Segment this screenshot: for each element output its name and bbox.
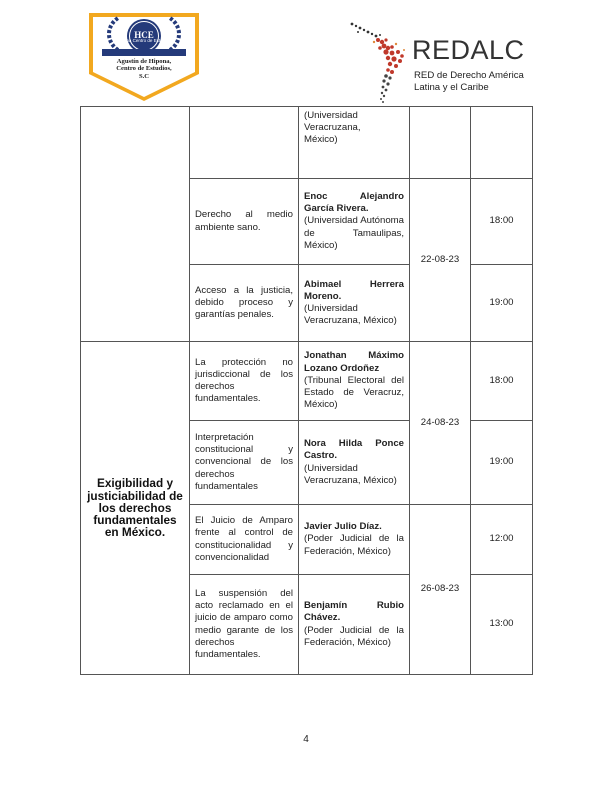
topic-cell: El Juicio de Amparo frente al control de constitucionalidad y convencionalidad	[190, 505, 299, 575]
schedule-table	[80, 106, 533, 675]
table-row	[81, 107, 533, 179]
speaker-name: Enoc Alejandro García Rivera.	[304, 190, 404, 215]
speaker-cell	[299, 179, 410, 265]
time-cell: 12:00	[471, 505, 533, 575]
time-cell: 19:00	[471, 265, 533, 342]
speaker-name: Javier Julio Díaz.	[304, 521, 382, 533]
section-title: Exigibilidad y justiciabilidad de los derechos fundamentales en México.	[81, 342, 190, 675]
topic-cell: Derecho al medio ambiente sano.	[190, 179, 299, 265]
speaker-name: Benjamín Rubio Chávez.	[304, 600, 404, 624]
topic-cell: Acceso a la justicia, debido proceso y garantías penales.	[190, 265, 299, 342]
section-cell-empty	[81, 107, 190, 342]
redalc-title: REDALC	[412, 35, 525, 65]
page-number: 4	[303, 734, 309, 745]
time-cell: 19:00	[471, 421, 533, 505]
speaker-affiliation: (Universidad Veracruzana, México)	[304, 303, 397, 327]
speaker-name: Abimael Herrera Moreno.	[304, 278, 404, 302]
speaker-affiliation: (Poder Judicial de la Federación, México)	[304, 624, 404, 648]
speaker-cell	[299, 265, 410, 342]
topic-cell: Interpretación constitucional y convencional de los derechos fundamentales	[190, 421, 299, 505]
date-cell: 22-08-23	[410, 179, 471, 342]
time-cell: 18:00	[471, 179, 533, 265]
topic-cell: La suspensión del acto reclamado en el juicio de amparo como medio garante de los derechos fundamentales.	[190, 575, 299, 675]
speaker-cell: (Universidad Veracruzana, México)	[299, 107, 410, 179]
topic-cell	[190, 107, 299, 179]
hce-logo-text: Agustín de Hipona, Centro de Estudios, S.C	[116, 58, 172, 80]
speaker-cell	[299, 421, 410, 505]
speaker-affiliation: (Universidad Autónoma de Tamaulipas, México)	[304, 215, 404, 251]
speaker-name: Nora Hilda Ponce Castro.	[304, 438, 404, 462]
redalc-subtitle: RED de Derecho América Latina y el Caribe	[414, 70, 524, 93]
redalc-map-icon	[344, 20, 414, 106]
date-cell: 26-08-23	[410, 505, 471, 675]
hce-banner-text: Hipona Centro de Estudios	[117, 38, 171, 43]
speaker-name: Jonathan Máximo Lozano Ordoñez	[304, 350, 404, 374]
speaker-cell	[299, 342, 410, 421]
hce-badge-text: HCE	[134, 30, 154, 40]
table-row	[81, 342, 533, 421]
topic-cell: La protección no jurisdiccional de los derechos fundamentales.	[190, 342, 299, 421]
speaker-affiliation: (Tribunal Electoral del Estado de Veracruz, México)	[304, 374, 404, 411]
date-cell: 24-08-23	[410, 342, 471, 505]
hce-logo	[88, 12, 200, 102]
speaker-affiliation: (Universidad Veracruzana, México)	[304, 462, 397, 486]
time-cell	[471, 107, 533, 179]
speaker-cell	[299, 575, 410, 675]
time-cell: 18:00	[471, 342, 533, 421]
time-cell: 13:00	[471, 575, 533, 675]
speaker-cell	[299, 505, 410, 575]
date-cell	[410, 107, 471, 179]
speaker-affiliation: (Poder Judicial de la Federación, México)	[304, 533, 404, 557]
